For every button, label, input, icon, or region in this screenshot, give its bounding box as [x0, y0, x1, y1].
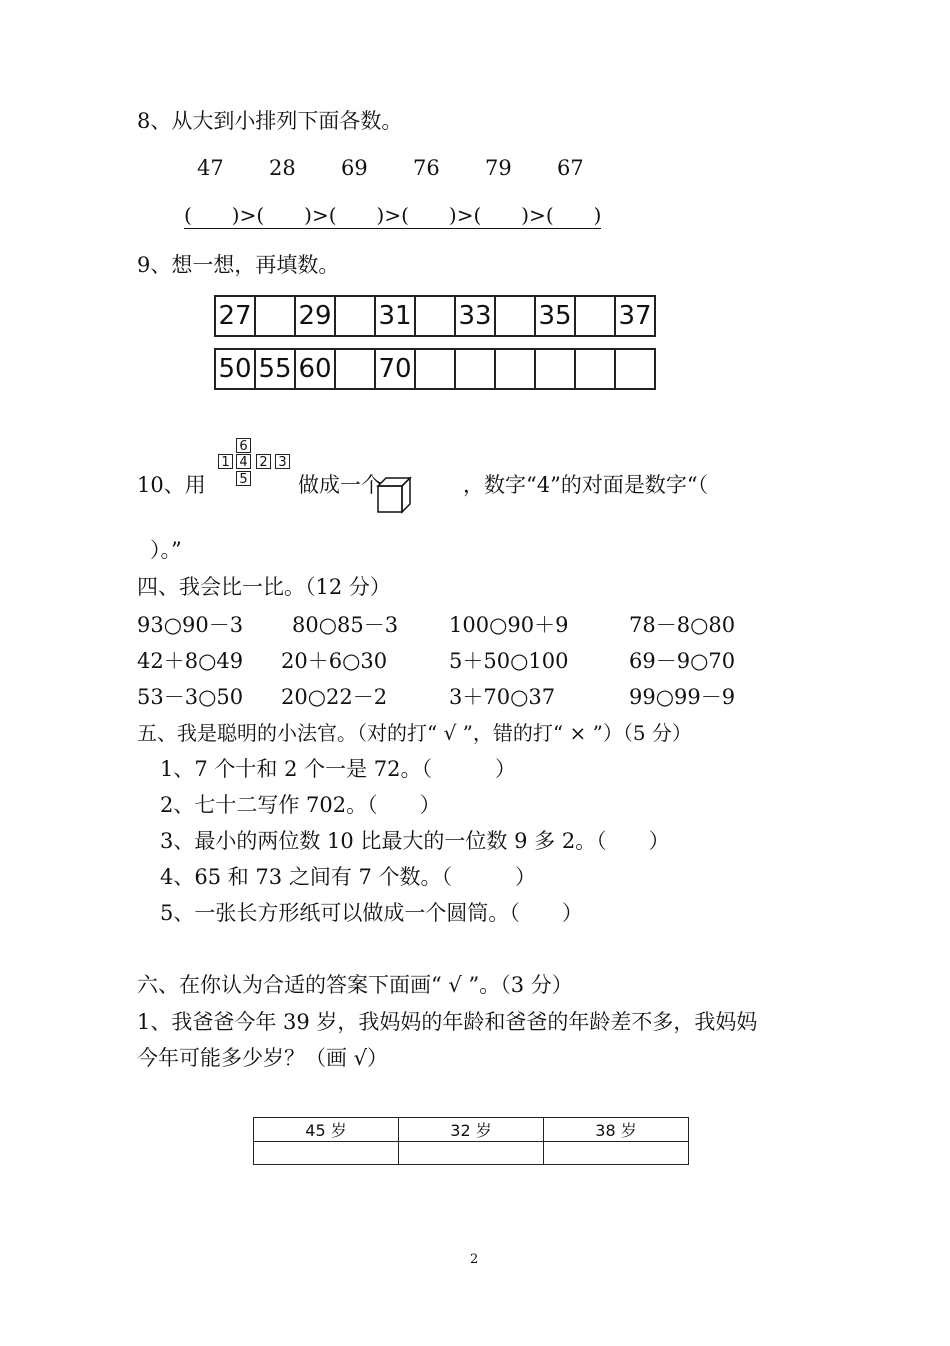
- answer-cell[interactable]: [544, 1142, 689, 1165]
- compare-item: 93○90－3: [137, 613, 244, 637]
- grid-cell-blank[interactable]: [575, 296, 615, 336]
- compare-item: 69－9○70: [629, 649, 736, 673]
- net-face: 1: [218, 454, 233, 469]
- grid-cell-blank[interactable]: [415, 349, 455, 389]
- net-face: 4: [236, 454, 251, 469]
- q8-number: 69: [341, 156, 368, 180]
- grid-cell: 31: [375, 296, 415, 336]
- grid-cell: 50: [215, 349, 255, 389]
- compare-item: 20○22－2: [281, 685, 388, 709]
- grid-cell-blank[interactable]: [335, 296, 375, 336]
- grid-cell: 70: [375, 349, 415, 389]
- judge-item: 4、65 和 73 之间有 7 个数。（ ）: [160, 865, 537, 889]
- grid-cell-blank[interactable]: [255, 296, 295, 336]
- grid-cell: 29: [295, 296, 335, 336]
- judge-item: 2、七十二写作 702。（ ）: [160, 793, 441, 817]
- option-label: 38 岁: [544, 1118, 689, 1142]
- q10-prefix: 10、用: [137, 473, 206, 497]
- q8-number: 47: [197, 156, 224, 180]
- q8-number: 28: [269, 156, 296, 180]
- answer-cell[interactable]: [254, 1142, 399, 1165]
- compare-item: 99○99－9: [629, 685, 736, 709]
- q8-number: 76: [413, 156, 440, 180]
- compare-item: 20＋6○30: [281, 649, 388, 673]
- net-face: 2: [256, 454, 271, 469]
- grid-cell: 55: [255, 349, 295, 389]
- q10-suffix: ，数字“4”的对面是数字“（: [463, 473, 709, 497]
- q8-order-blanks[interactable]: ( )>( )>( )>( )>( )>( ): [184, 203, 602, 227]
- sec5-title: 五、我是聪明的小法官。（对的打“ √ ”，错的打“ × ”）（5 分）: [137, 721, 692, 745]
- q8-title: 8、从大到小排列下面各数。: [137, 109, 403, 133]
- q9-grid-row1: [214, 295, 656, 337]
- compare-item: 78－8○80: [629, 613, 736, 637]
- judge-item: 1、7 个十和 2 个一是 72。（ ）: [160, 757, 517, 781]
- answer-table: [253, 1117, 689, 1165]
- sec4-title: 四、我会比一比。（12 分）: [137, 575, 391, 599]
- grid-cell-blank[interactable]: [495, 349, 535, 389]
- option-label: 45 岁: [254, 1118, 399, 1142]
- grid-cell: 60: [295, 349, 335, 389]
- grid-cell-blank[interactable]: [495, 296, 535, 336]
- net-face: 3: [275, 454, 290, 469]
- page-number: 2: [470, 1252, 479, 1267]
- q10-middle: 做成一个: [298, 473, 382, 497]
- grid-cell-blank[interactable]: [615, 349, 655, 389]
- grid-cell: 33: [455, 296, 495, 336]
- compare-item: 42＋8○49: [137, 649, 244, 673]
- compare-item: 5＋50○100: [449, 649, 569, 673]
- net-face: 6: [236, 438, 251, 453]
- grid-cell-blank[interactable]: [535, 349, 575, 389]
- sec6-question-line1: 1、我爸爸今年 39 岁，我妈妈的年龄和爸爸的年龄差不多，我妈妈: [137, 1010, 758, 1034]
- q8-number: 67: [557, 156, 584, 180]
- grid-cell: 27: [215, 296, 255, 336]
- cube-icon: [374, 476, 414, 514]
- grid-cell: 37: [615, 296, 655, 336]
- compare-item: 80○85－3: [292, 613, 399, 637]
- grid-cell-blank[interactable]: [575, 349, 615, 389]
- sec6-question-line2: 今年可能多少岁？（画 √）: [137, 1046, 389, 1070]
- compare-item: 53－3○50: [137, 685, 244, 709]
- answer-cell[interactable]: [399, 1142, 544, 1165]
- compare-item: 100○90＋9: [449, 613, 569, 637]
- compare-item: 3＋70○37: [449, 685, 556, 709]
- sec6-title: 六、在你认为合适的答案下面画“ √ ”。（3 分）: [137, 973, 573, 997]
- grid-cell: 35: [535, 296, 575, 336]
- q9-grid-row2: [214, 348, 656, 390]
- option-label: 32 岁: [399, 1118, 544, 1142]
- q10-end: ）。”: [150, 538, 182, 562]
- net-face: 5: [236, 471, 251, 486]
- grid-cell-blank[interactable]: [415, 296, 455, 336]
- judge-item: 3、最小的两位数 10 比最大的一位数 9 多 2。（ ）: [160, 829, 670, 853]
- q9-title: 9、想一想，再填数。: [137, 253, 340, 277]
- grid-cell-blank[interactable]: [455, 349, 495, 389]
- q8-number: 79: [485, 156, 512, 180]
- judge-item: 5、一张长方形纸可以做成一个圆筒。（ ）: [160, 901, 583, 925]
- grid-cell-blank[interactable]: [335, 349, 375, 389]
